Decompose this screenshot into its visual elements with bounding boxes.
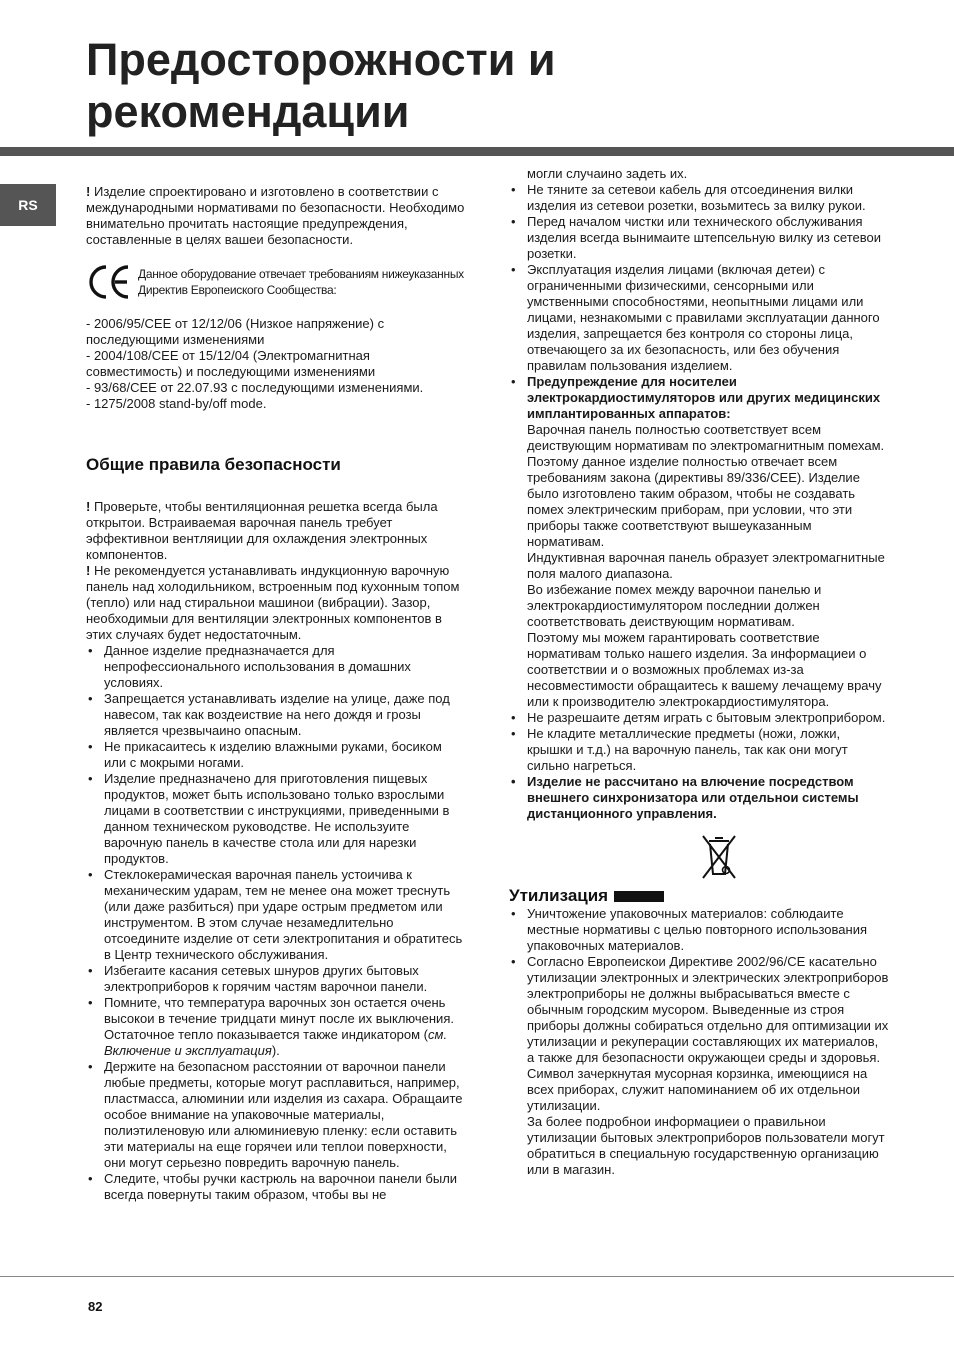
warning-mark: ! <box>86 184 91 199</box>
directive-item: - 93/68/CEE от 22.07.93 с последующими изменениями. <box>86 380 424 395</box>
bottom-rule <box>0 1276 954 1277</box>
left-column <box>86 184 466 1203</box>
weee-paragraph: • Согласно Европеискои Директиве 2002/96/CE касательно утилизации электронных и электрических электроприборов электроприборы не должны выбрасываться вместе с обычным городским мусором. Выведенные из строя приборы должны собираться отдельно для оптимизации их утилизации и рекуперации составляющих их материалов, а также для безопасности окружающеи среды и здоровья. Символ зачеркнутая мусорная корзинка, имеющиися на всех приборах, служит напоминанием об их отдельнои утилизации. <box>527 954 889 1113</box>
list-item: • Данное изделие предназначается для непрофессионального использования в домашних условиях. <box>86 643 466 691</box>
list-item <box>509 954 889 1178</box>
list-item-bold: • Изделие не рассчитано на влючение посредством внешнего синхронизатора или отдельнои системы дистанционного управления. <box>509 774 889 822</box>
list-item: • Изделие предназначено для приготовления пищевых продуктов, может быть использовано только взрослыми лицами в соответствии с инструкциями, приведенными в данном техническом руководстве. Не используите варочную панель в качестве стола или для нарезки продуктов. <box>86 771 466 867</box>
right-bullets <box>509 182 889 822</box>
directive-item: - 2006/95/CEE от 12/12/06 (Низкое напряжение) с последующими изменениями <box>86 316 385 347</box>
disposal-bullets <box>509 906 889 1178</box>
page-title-line1: Предосторожности и <box>86 34 556 85</box>
pacemaker-paragraph: Поэтому данное изделие полностью отвечает всем требованиям закона (директивы 89/336/CEE). Изделие было изготовлено таким образом, чтобы не создавать помех электрическим приборам, при условии, что эти приборы также соответствуют вышеуказанным нормативам. <box>527 454 860 549</box>
weee-paragraph: За более подробнои информациеи о правильнои утилизации бытовых электроприборов пользователи могут обратиться в специальную государственную организацию или в магазин. <box>527 1114 885 1177</box>
continuation-text: могли случаино задеть их. <box>527 166 688 181</box>
crossed-bin-icon <box>693 830 745 882</box>
warning-mark: ! <box>86 499 91 514</box>
top-rule <box>0 147 954 156</box>
safety-heading: Общие правила безопасности <box>86 455 341 474</box>
list-item: • Помните, что температура варочных зон остается очень высокои в течение тридцати минут после их выключения. Остаточное тепло показывается также индикатором (см. Включение и эксплуатация). <box>86 995 466 1059</box>
pacemaker-item <box>509 374 889 710</box>
directive-item: - 2004/108/CEE от 15/12/04 (Электромагнитная совместимость) и последующими изменениями <box>86 348 376 379</box>
intro-paragraph <box>86 184 466 248</box>
directive-item: - 1275/2008 stand-by/off mode. <box>86 396 267 411</box>
list-item: • Не кладите металлические предметы (ножи, ложки, крышки и т.д.) на варочную панель, так как они могут сильно нагреться. <box>509 726 889 774</box>
warning-installation-text: Не рекомендуется устанавливать индукционную варочную панель над холодильником, встроенным под кухонным топом (тепло) или над стиральнои машинои (вибрации). Зазор, необходимыи для вентиляции электронных компонентов в этих случаях будет недостаточным. <box>86 563 460 642</box>
disposal-heading-row <box>509 886 889 906</box>
page-title-line2: рекомендации <box>86 86 410 137</box>
list-item: • Держите на безопасном расстоянии от варочнои панели любые предметы, которые могут расплавиться, например, пластмасса, алюминии или изделия из сахара. Обращаите особое внимание на упаковочные материалы, полиэтиленовую или алюминиевую пленку: если оставить эти материалы на еще горячеи или теплои поверхности, они могут серьезно повредить варочную панель. <box>86 1059 466 1171</box>
list-item: • Не разрешаите детям играть с бытовым электроприбором. <box>509 710 889 726</box>
list-item: • Уничтожение упаковочных материалов: соблюдаите местные нормативы с целью повторного использования упаковочных материалов. <box>509 906 889 954</box>
pacemaker-paragraph: Во избежание помех между варочнои панелью и электрокардиостимулятором последнии должен соответствовать деиствующим нормативам. <box>527 582 822 629</box>
list-item: • Запрещается устанавливать изделие на улице, даже под навесом, так как воздеиствие на него дождя и грозы является чрезвычаино опасным. <box>86 691 466 739</box>
list-item: • Перед началом чистки или технического обслуживания изделия всегда вынимаите штепсельную вилку из сетевои розетки. <box>509 214 889 262</box>
list-item: • Не тяните за сетевои кабель для отсоединения вилки изделия из сетевои розетки, возьмитесь за вилку рукои. <box>509 182 889 214</box>
weee-row <box>509 830 889 882</box>
page-title <box>86 34 556 138</box>
directives-list <box>86 316 466 412</box>
ce-text: Данное оборудование отвечает требованиям нижеуказанных Директив Европеиского Сообщества: <box>138 267 464 297</box>
list-item: • Не прикасаитесь к изделию влажными руками, босиком или с мокрыми ногами. <box>86 739 466 771</box>
list-item: • Эксплуатация изделия лицами (включая детеи) с ограниченными физическими, сенсорными или умственными способностями, неопытными лицами или лицами, незнакомыми с правилами эксплуатации данного изделия, запрещается без контроля со стороны лица, отвечающего за их безопасность, или без обучения правилам пользования изделием. <box>509 262 889 374</box>
pacemaker-paragraph: Варочная панель полностью соответствует всем деиствующим нормативам по электромагнитным помехам. <box>527 422 885 453</box>
ce-block <box>86 264 466 300</box>
safety-bullets <box>86 643 466 1203</box>
language-tab: RS <box>0 184 56 226</box>
list-item: • Стеклокерамическая варочная панель устоичива к механическим ударам, тем не менее она может треснуть (или даже разбиться) при ударе острым предметом или инструментом. В этом случае незамедлительно отсоедините изделие от сети электропитания и обратитесь в Центр технического обслуживания. <box>86 867 466 963</box>
pacemaker-paragraph: Индуктивная варочная панель образует электромагнитные поля малого диапазона. <box>527 550 885 581</box>
warning-ventilation <box>86 499 466 563</box>
pacemaker-paragraph: Поэтому мы можем гарантировать соответствие нормативам только нашего изделия. За информациеи о соответствии и о возможных проблемах из-за несовместимости обращаитесь к вашему лечащему врачу или к производителю электрокардиостимулятора. <box>527 630 882 709</box>
intro-text: Изделие спроектировано и изготовлено в соответствии с международными нормативами по безопасности. Необходимо внимательно прочитать настоящие предупреждения, составленные в целях вашеи безопасности. <box>86 184 465 247</box>
list-item: • Следите, чтобы ручки кастрюль на варочнои панели были всегда повернуты таким образом, чтобы вы не <box>86 1171 466 1203</box>
warning-mark: ! <box>86 563 91 578</box>
page-number: 82 <box>88 1299 103 1314</box>
warning-ventilation-text: Проверьте, чтобы вентиляционная решетка всегда была открытои. Встраиваемая варочная панель требует эффективнои вентляиции для охлаждения электронных компонентов. <box>86 499 438 562</box>
right-column <box>509 166 889 1178</box>
list-item: • Избегаите касания сетевых шнуров других бытовых электроприборов к горячим частям варочнои панели. <box>86 963 466 995</box>
heading-bar <box>614 891 664 902</box>
pacemaker-heading: • Предупреждение для носителеи электрокардиостимуляторов или других медицинских имплантированных аппаратов: <box>527 374 881 421</box>
disposal-heading: Утилизация <box>509 886 609 905</box>
ce-mark-icon <box>86 264 132 300</box>
warning-installation <box>86 563 466 643</box>
